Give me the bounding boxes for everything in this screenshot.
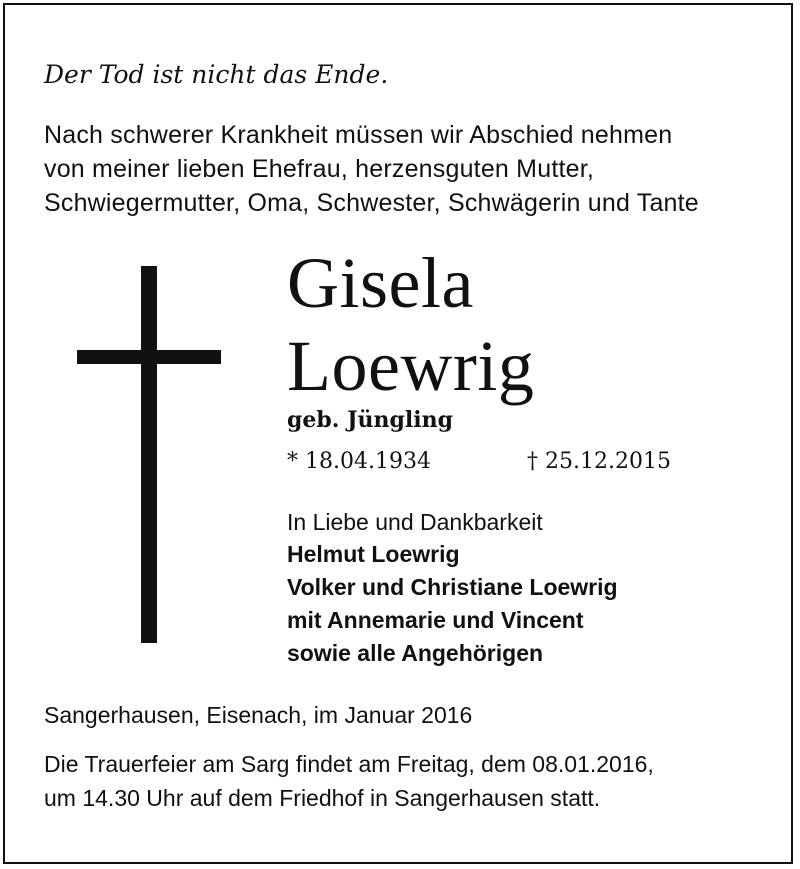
- deceased-last-name: Loewrig: [287, 326, 535, 406]
- intro-line: von meiner lieben Ehefrau, herzensguten Mutter,: [44, 155, 595, 183]
- mourner-line: Helmut Loewrig: [287, 541, 460, 567]
- mourner-line: sowie alle Angehörigen: [287, 640, 544, 666]
- birth-date: * 18.04.1934: [287, 449, 431, 474]
- deceased-first-name: Gisela: [287, 243, 474, 323]
- intro-line: Schwiegermutter, Oma, Schwester, Schwägerin und Tante: [44, 189, 699, 217]
- funeral-info-line: Die Trauerfeier am Sarg findet am Freitag, dem 08.01.2016,: [44, 751, 654, 777]
- funeral-info-line: um 14.30 Uhr auf dem Friedhof in Sangerhausen statt.: [44, 785, 601, 811]
- cross-vertical-bar: [141, 266, 157, 643]
- maiden-name: geb. Jüngling: [287, 407, 453, 433]
- mourners-intro: In Liebe und Dankbarkeit: [287, 509, 543, 535]
- place-date: Sangerhausen, Eisenach, im Januar 2016: [44, 702, 473, 728]
- cross-horizontal-bar: [77, 350, 221, 364]
- death-date: † 25.12.2015: [527, 449, 671, 474]
- intro-line: Nach schwerer Krankheit müssen wir Abschied nehmen: [44, 121, 673, 149]
- mourner-line: Volker und Christiane Loewrig: [287, 574, 618, 600]
- motto-text: Der Tod ist nicht das Ende.: [44, 60, 389, 89]
- mourner-line: mit Annemarie und Vincent: [287, 607, 584, 633]
